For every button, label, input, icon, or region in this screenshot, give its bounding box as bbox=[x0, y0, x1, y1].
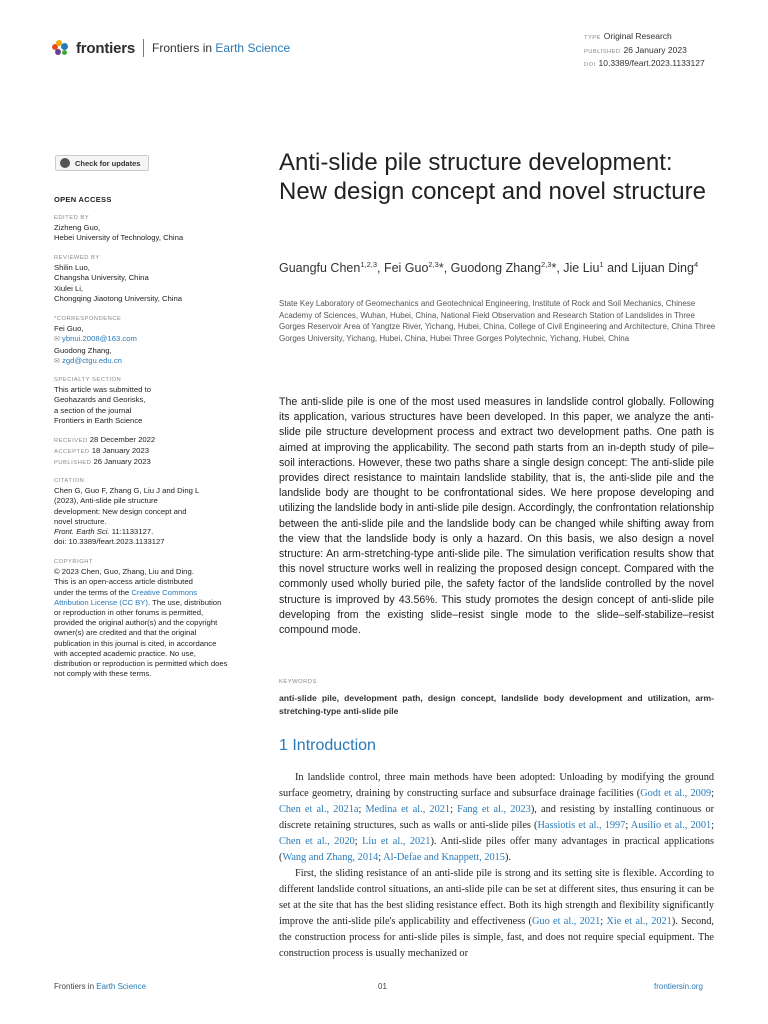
article-title: Anti-slide pile structure development: New design concept and novel structure bbox=[279, 149, 706, 205]
edited-by: EDITED BY Zizheng Guo, Hebei University of Technology, China bbox=[54, 215, 184, 243]
affiliations: State Key Laboratory of Geomechanics and Geotechnical Engineering, Institute of Rock and Soil Mechanics, Chinese Academy of Sciences, Wuhan, Hubei, China, National Field Observation and Research Station of Landslides in Three Gorges Reservoir Area of Yangtze River, Yichang, Hubei, China, College of Civil Engineering and Architecture, China Three Gorges University, Yichang, Hubei, China, Hubei Three Gorges Polytechnic, Yichang, Hubei, China bbox=[279, 299, 716, 343]
citation-link[interactable]: Wang and Zhang, 2014 bbox=[282, 852, 379, 863]
footer-site-link[interactable]: frontiersin.org bbox=[654, 982, 703, 991]
citation-link[interactable]: Medina et al., 2021 bbox=[365, 804, 451, 815]
abstract: The anti-slide pile is one of the most used measures in landslide control globally. Following its application, various structures have been developed. In this paper, we analyze the anti-slide pile structure development process and extract two development paths. One path is aimed at improving the applicability. The second path starts from an in-depth study of pile–soil interactions. However, these two paths share a single design concept: The anti-slide pile provides direct resistance to maintain landslide stability, that is, the anti-slide pile and the landslide body are thought to be confrontational sides. We here propose developing and utilizing the landslide body in anti-slide pile design. Accordingly, the confrontation relationship between the anti-slide pile and the landslide body can be changed while shifting away from the view that the landslide body is only a hazard. On this basis, we also design a novel structure: An arm-stretching-type anti-slide pile. The simulation verification results show that this novel structure works well in realizing the proposed design concept. Compared with the commonly used wholly buried pile, the safety factor of the landslide controlled by the novel structure is improved by 43.56%. This study promotes the design concept of anti-slide pile developing from the existing slide–resist single mode to the slide–self-stabilize–resist compound mode. bbox=[279, 396, 714, 637]
correspondence: *CORRESPONDENCE Fei Guo, ✉ ybnui.2008@163.com Guodong Zhang, ✉ zgd@ctgu.edu.cn bbox=[54, 316, 137, 365]
citation-link[interactable]: Liu et al., 2021 bbox=[362, 836, 431, 847]
email-icon: ✉ bbox=[54, 357, 60, 365]
citation-link[interactable]: Chen et al., 2021a bbox=[279, 804, 359, 815]
cc-by-license-link[interactable]: Creative Commons Attribution License (CC BY) bbox=[54, 587, 198, 607]
citation-doi[interactable]: doi: 10.3389/feart.2023.1133127 bbox=[54, 537, 165, 547]
article-type: Original Research bbox=[603, 31, 672, 41]
logo-divider bbox=[143, 39, 144, 57]
citation-link[interactable]: Chen et al., 2020 bbox=[279, 836, 355, 847]
check-for-updates-button[interactable]: Check for updates bbox=[55, 155, 149, 171]
citation: CITATION Chen G, Guo F, Zhang G, Liu J and Ding L (2023), Anti-slide pile structure development: New design concept and novel structure. Front. Earth Sci. 11:1133127. doi: 10.3389/feart.2023.1133127 bbox=[54, 476, 234, 547]
check-updates-icon bbox=[60, 158, 70, 168]
frontiers-logo-icon bbox=[52, 40, 72, 56]
paragraph: In landslide control, three main methods have been adopted: Unloading by modifying the ground surface geometry, draining by constructing surface and subsurface drainage facilities (Godt et al., 2009; Chen et al., 2021a; Medina et al., 2021; Fang et al., 2023), and resisting by installing continuous or discrete retaining structures, such as walls or anti-slide piles (Hassiotis et al., 1997; Ausilio et al., 2001; Chen et al., 2020; Liu et al., 2021). Anti-slide piles offer many advantages in practical applications (Wang and Zhang, 2014; Al-Defae and Knappett, 2015). bbox=[279, 772, 715, 863]
citation-link[interactable]: Ausilio et al., 2001 bbox=[630, 820, 712, 831]
keywords: anti-slide pile, development path, design concept, landslide body development and utilization, arm-stretching-type anti-slide pile bbox=[279, 693, 714, 716]
reviewed-by: REVIEWED BY Shilin Luo, Changsha University, China Xiulei Li, Chongqing Jiaotong University, China bbox=[54, 255, 183, 303]
citation-link[interactable]: Godt et al., 2009 bbox=[640, 788, 712, 799]
specialty-section: SPECIALTY SECTION This article was submitted to Geohazards and Georisks, a section of the journal Frontiers in Earth Science bbox=[54, 377, 151, 425]
brand-name: frontiers bbox=[76, 39, 136, 57]
correspondence-email-1[interactable]: ybnui.2008@163.com bbox=[62, 334, 137, 344]
citation-link[interactable]: Al-Defae and Knappett, 2015 bbox=[383, 852, 505, 863]
doi[interactable]: 10.3389/feart.2023.1133127 bbox=[598, 58, 705, 68]
citation-link[interactable]: Xie et al., 2021 bbox=[606, 916, 672, 927]
journal-name: Frontiers in Earth Science bbox=[152, 41, 291, 55]
copyright: COPYRIGHT © 2023 Chen, Guo, Zhang, Liu and Ding. This is an open-access article distributed under the terms of the Creative Commons Attribution License (CC BY). The use, distribution or reproduction in other forums is permitted, provided the original author(s) and the copyright owner(s) are credited and that the original publication in this journal is cited, in accordance with accepted academic practice. No use, distribution or reproduction is permitted which does not comply with these terms. bbox=[54, 559, 228, 679]
email-icon: ✉ bbox=[54, 336, 60, 344]
history-dates: RECEIVED 28 December 2022 ACCEPTED 18 January 2023 PUBLISHED 26 January 2023 bbox=[54, 435, 156, 467]
citation-link[interactable]: Guo et al., 2021 bbox=[531, 916, 601, 927]
paragraph: First, the sliding resistance of an anti-slide pile is strong and its setting site is flexible. According to different landslide control situations, an anti-slide pile can be set at different sites, thus ensuring it can be set at the site that has the best sliding resistance effect. Both its high strength and flexibility significantly improve the anti-slide pile's applicability and effectiveness (Guo et al., 2021; Xie et al., 2021). Second, the construction process for anti-slide piles is simple, fast, and does not require special equipment. The construction process is usually mechanized or bbox=[279, 868, 715, 959]
citation-link[interactable]: Fang et al., 2023 bbox=[457, 804, 531, 815]
citation-link[interactable]: Hassiotis et al., 1997 bbox=[537, 820, 626, 831]
article-meta: TYPE Original Research PUBLISHED 26 January 2023 DOI 10.3389/feart.2023.1133127 bbox=[584, 31, 705, 68]
footer-journal: Frontiers in Earth Science bbox=[54, 982, 147, 991]
page-number: 01 bbox=[378, 982, 387, 991]
introduction-body bbox=[279, 770, 714, 962]
keywords-label: KEYWORDS bbox=[279, 679, 317, 685]
author-list: Guangfu Chen$^{1,2,3}$, Fei Guo$^{2,3}$*, Guodong Zhang$^{2,3}$*, Jie Liu$^1$ and Lijuan Ding$^4$ bbox=[279, 260, 699, 276]
published-date: 26 January 2023 bbox=[623, 44, 687, 55]
correspondence-email-2[interactable]: zgd@ctgu.edu.cn bbox=[62, 355, 122, 365]
frontiers-logo[interactable] bbox=[52, 39, 290, 57]
open-access-label: OPEN ACCESS bbox=[54, 195, 112, 204]
section-heading-introduction: 1 Introduction bbox=[279, 737, 376, 754]
